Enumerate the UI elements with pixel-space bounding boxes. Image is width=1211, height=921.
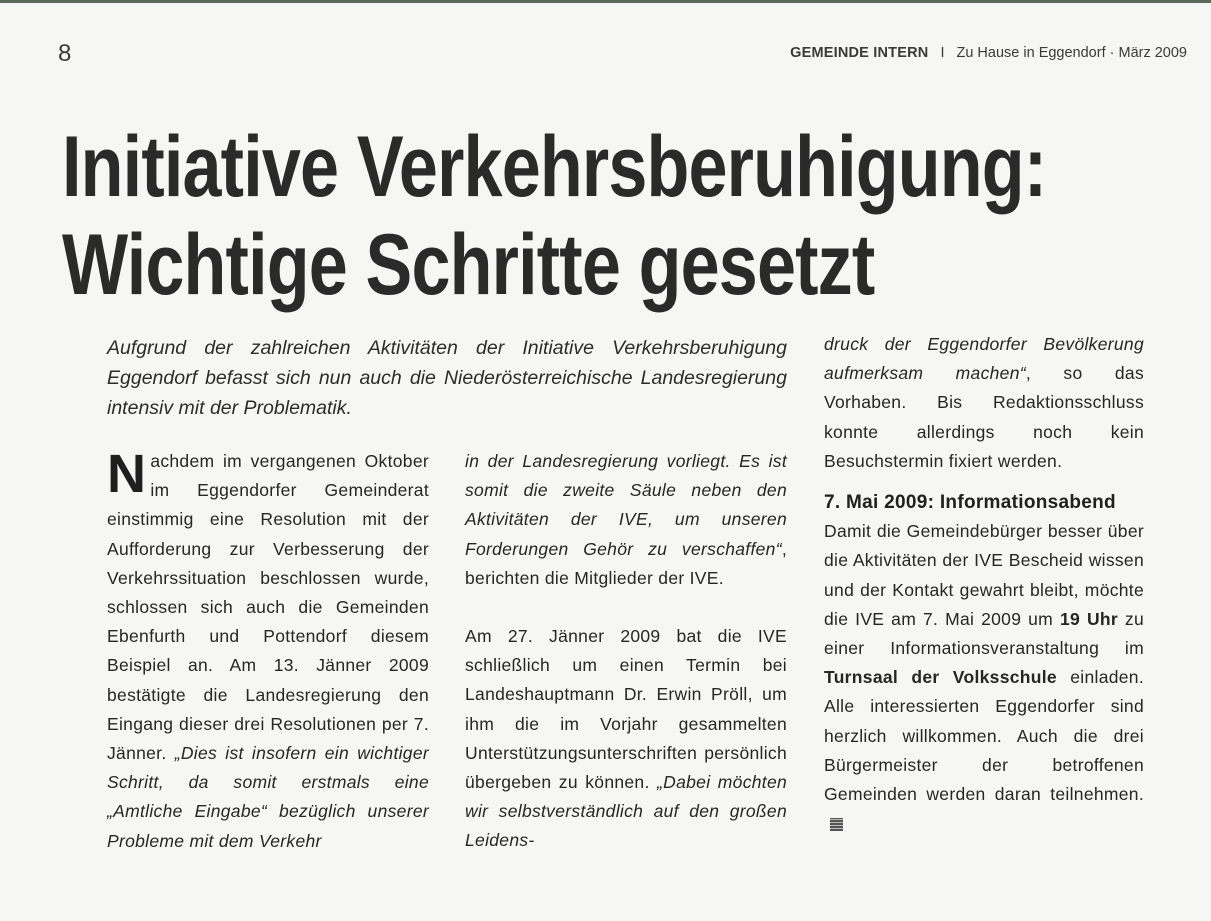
headline-line-2: Wichtige Schritte gesetzt: [62, 217, 875, 313]
col1-quote: „Dies ist insofern ein wichtiger Schritt, da somit erstmals eine „Amtliche Eingabe“ bezüglich unserer Probleme mit dem Verkehr: [107, 743, 429, 851]
publication-label: Zu Hause in Eggendorf · März 2009: [956, 45, 1187, 61]
header-separator: I: [940, 45, 945, 61]
section-label: GEMEINDE INTERN: [790, 45, 929, 61]
col2-quote-continued: in der Landesregierung vorliegt. Es ist somit die zweite Säule neben den Aktivitäten der IVE, um unseren Forderungen Gehör zu verschaffen“: [465, 451, 787, 559]
col3-text-b: zu einer Informationsveranstaltung im: [824, 608, 1145, 659]
col2-paragraph-2: Am 27. Jänner 2009 bat die IVE schließlich um einen Termin bei Landeshauptmann Dr. Erwin Pröll, um ihm die im Vorjahr gesammelten Unterstützungsunterschriften persönlich übergeben zu können.: [465, 626, 787, 793]
paragraph-gap: [465, 593, 787, 622]
col3-text-a: Damit die Gemeindebürger besser über die Aktivitäten der IVE Bescheid wissen und der Kontakt gewahrt bleibt, möchte die IVE am 7. Mai 2009 um: [824, 521, 1144, 629]
col2-attribution: , berichten die Mitglieder der IVE.: [465, 538, 787, 588]
col3-paragraph-end: , so das Vorhaben. Bis Redaktionsschluss konnte allerdings noch kein Besuchstermin fixiert werden.: [824, 363, 1145, 471]
column-1: [107, 444, 429, 856]
page-number: 8: [58, 40, 72, 67]
column-2: [465, 447, 787, 856]
end-of-article-icon: [830, 818, 843, 831]
col3-text-c: einladen. Alle interessierten Eggendorfer sind herzlich willkommen. Auch die drei Bürgermeister der betroffenen Gemeinden werden daran teilnehmen.: [824, 667, 1144, 805]
running-header: [790, 45, 1187, 61]
col2-quote-2: „Dabei möchten wir selbstverständlich auf den großen Leidens-: [465, 772, 788, 851]
column-3: [824, 330, 1144, 838]
drop-cap: N: [107, 444, 147, 504]
article-headline: [62, 118, 1047, 314]
col3-quote-continued: druck der Eggendorfer Bevölkerung aufmerksam machen“: [824, 334, 1144, 384]
top-rule: [0, 0, 1211, 3]
col1-body: achdem im vergangenen Oktober im Eggendorfer Gemeinderat einstimmig eine Resolution mit der Aufforderung zur Verbesserung der Verkehrssituation beschlossen wurde, schlossen sich auch die Gemeinden Ebenfurth und Pottendorf diesem Beispiel an. Am 13. Jänner 2009 bestätigte die Landesregierung den Eingang dieser drei Resolutionen per 7. Jänner.: [107, 451, 429, 764]
event-time: 19 Uhr: [1059, 608, 1118, 629]
subheading-info-evening: 7. Mai 2009: Informationsabend: [824, 492, 1116, 514]
lead-paragraph: Aufgrund der zahlreichen Aktivitäten der Initiative Verkehrsberuhigung Eggendorf befasst sich nun auch die Niederösterreichische Landesregierung intensiv mit der Problematik.: [107, 337, 787, 419]
headline-line-1: Initiative Verkehrsberuhigung:: [62, 119, 1047, 215]
event-venue: Turnsaal der Volksschule: [824, 667, 1057, 688]
